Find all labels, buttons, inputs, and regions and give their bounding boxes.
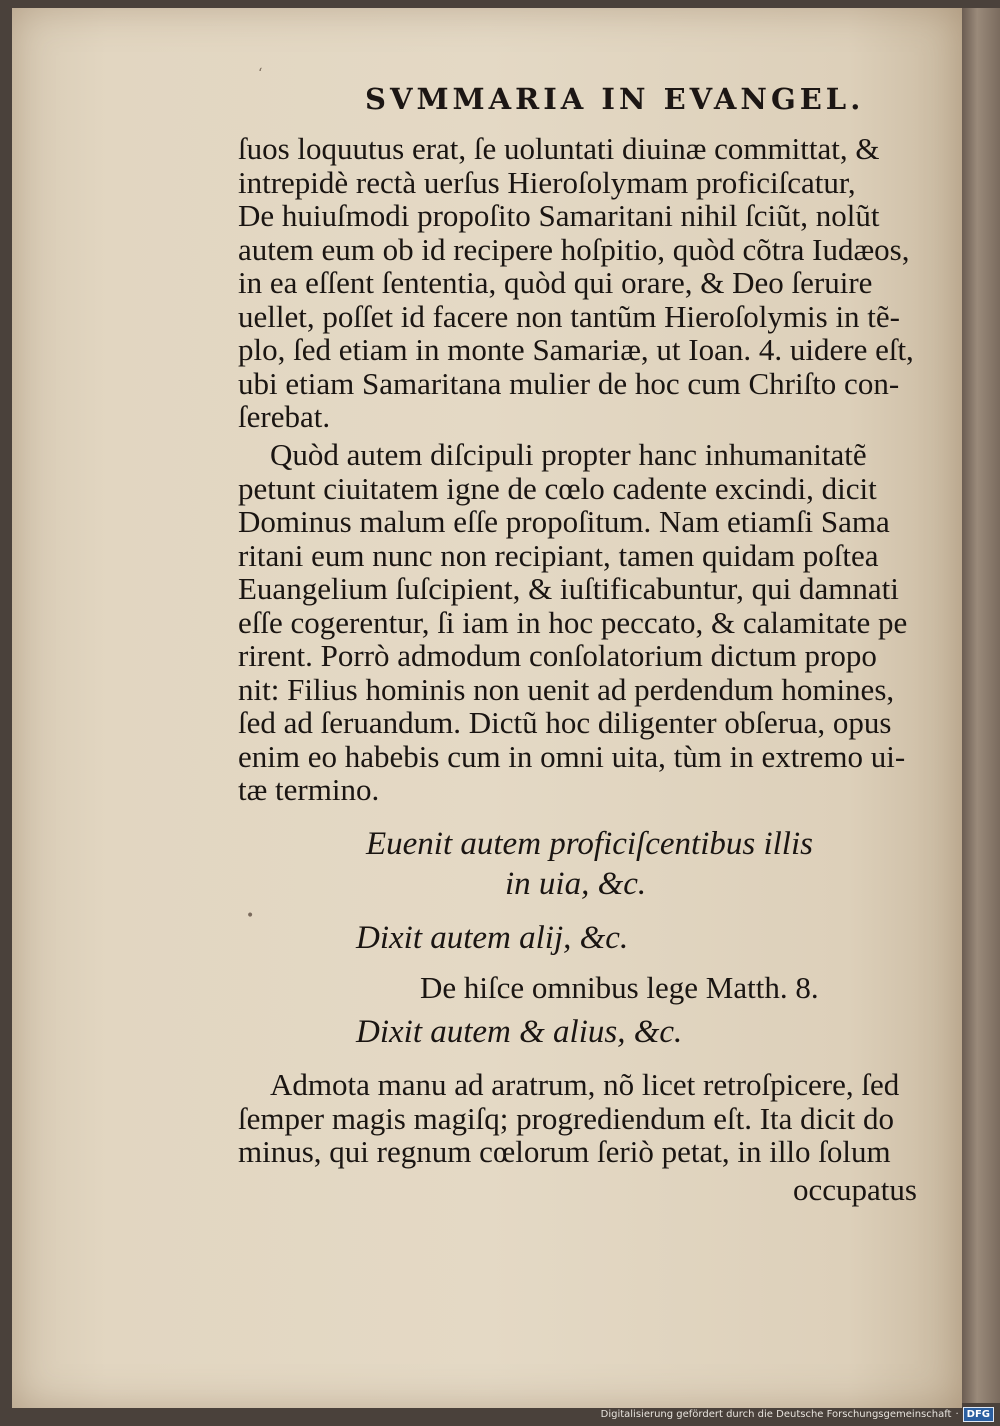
text-line: ſerebat. bbox=[238, 399, 331, 434]
text-line: rirent. Porrò admodum conſolatorium dictum propo bbox=[238, 638, 877, 673]
catchword: occupatus bbox=[793, 1172, 917, 1207]
text-line: nit: Filius hominis non uenit ad perdendum homines, bbox=[238, 671, 895, 707]
cross-reference: De hiſce omnibus lege Matth. 8. bbox=[420, 970, 819, 1005]
text-line: ſemper magis magiſq; progrediendum eſt. Ita dicit do bbox=[238, 1100, 894, 1136]
stray-mark: ‘ bbox=[258, 66, 263, 82]
text-line: eſſe cogerentur, ſi iam in hoc peccato, & calamitate pe bbox=[238, 604, 908, 640]
separator: · bbox=[955, 1409, 959, 1420]
paragraph-3 bbox=[238, 1068, 938, 1169]
text-line: enim eo habebis cum in omni uita, tùm in extremo ui- bbox=[238, 738, 906, 774]
dfg-logo-icon: DFG bbox=[963, 1407, 994, 1422]
lemma-3: Dixit autem & alius, &c. bbox=[356, 1014, 683, 1050]
text-line: uellet, poſſet id facere non tantũm Hieroſolymis in tẽ- bbox=[238, 298, 901, 334]
page-edge bbox=[962, 8, 1000, 1403]
text-line: autem eum ob id recipere hoſpitio, quòd cõtra Iudæos, bbox=[238, 231, 910, 267]
paragraph-1 bbox=[238, 132, 938, 434]
text-line: Admota manu ad aratrum, nõ licet retroſpicere, ſed bbox=[270, 1067, 900, 1102]
digitization-footer bbox=[601, 1407, 994, 1422]
text-line: ubi etiam Samaritana mulier de hoc cum Chriſto con- bbox=[238, 365, 900, 401]
text-line: in ea eſſent ſententia, quòd qui orare, & Deo ſeruire bbox=[238, 265, 873, 300]
lemma-2: Dixit autem alij, &c. bbox=[356, 920, 629, 956]
text-line: Euangelium ſuſcipient, & iuſtificabuntur, qui damnati bbox=[238, 571, 899, 606]
lemma-1-line-2: in uia, &c. bbox=[505, 866, 647, 902]
text-line: minus, qui regnum cœlorum ſeriò petat, in illo ſolum bbox=[238, 1134, 891, 1169]
text-line: ſuos loquutus erat, ſe uoluntati diuinæ committat, & bbox=[238, 131, 880, 166]
text-line: Dominus malum eſſe propoſitum. Nam etiamſi Sama bbox=[238, 504, 890, 539]
text-line: De huiuſmodi propoſito Samaritani nihil ſciũt, nolũt bbox=[238, 198, 880, 233]
text-line: Quòd autem diſcipuli propter hanc inhumanitatẽ bbox=[270, 437, 867, 472]
text-line: ſed ad ſeruandum. Dictũ hoc diligenter obſerua, opus bbox=[238, 705, 892, 740]
text-line: tæ termino. bbox=[238, 772, 380, 807]
credit-text: Digitalisierung gefördert durch die Deutsche Forschungsgemeinschaft bbox=[600, 1409, 952, 1420]
running-head: SVMMARIA IN EVANGEL. bbox=[365, 82, 865, 116]
text-line: petunt ciuitatem igne de cœlo cadente excindi, dicit bbox=[238, 470, 877, 506]
paragraph-2 bbox=[238, 438, 938, 807]
text-line: plo, ſed etiam in monte Samariæ, ut Ioan. 4. uidere eſt, bbox=[238, 332, 914, 367]
text-line: ritani eum nunc non recipiant, tamen quidam poſtea bbox=[238, 537, 879, 573]
stray-mark: • bbox=[246, 908, 255, 924]
lemma-1-line-1: Euenit autem proficiſcentibus illis bbox=[366, 826, 813, 862]
text-line: intrepidè rectà uerſus Hieroſolymam proficiſcatur, bbox=[238, 164, 856, 200]
